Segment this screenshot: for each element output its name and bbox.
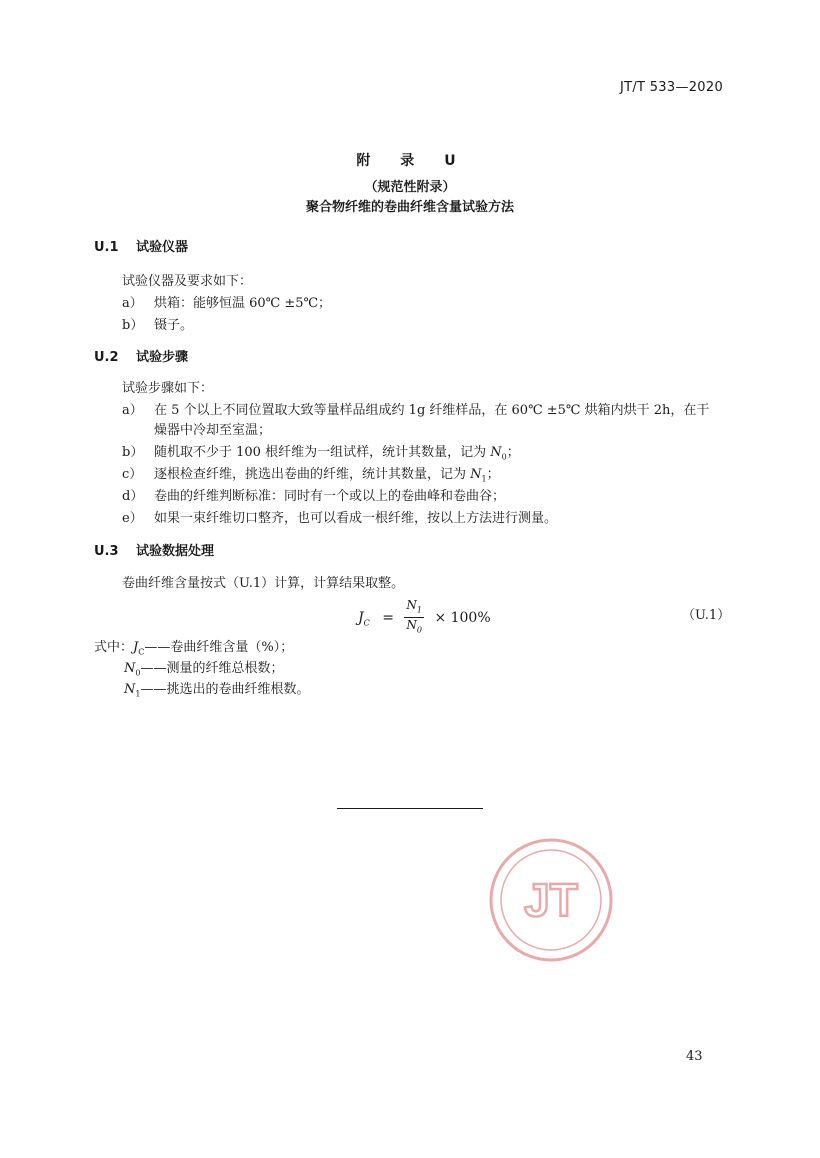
formula-numerator (404, 598, 424, 618)
section-number: U.1 (94, 240, 119, 255)
where-subscript: C (138, 647, 145, 657)
where-lead: 式中： (94, 640, 134, 655)
jt-stamp-logo (489, 838, 613, 962)
variable: N (490, 445, 502, 460)
denominator-variable: N (406, 618, 417, 633)
list-item (122, 507, 557, 526)
list-item (122, 314, 193, 333)
annex-name: 聚合物纤维的卷曲纤维含量试验方法 (305, 200, 514, 215)
list-item (122, 399, 709, 418)
annex-type: （规范性附录） (364, 180, 456, 195)
numerator-subscript: 1 (416, 605, 422, 615)
list-label: d） (122, 489, 144, 504)
list-text: 镊子。 (154, 318, 194, 333)
section-title: 试验仪器 (136, 240, 189, 255)
list-label: a） (122, 296, 143, 311)
numerator-variable: N (406, 598, 417, 612)
list-text: 卷曲的纤维判断标准：同时有一个或以上的卷曲峰和卷曲谷； (154, 489, 506, 504)
list-text: 随机取不少于 100 根纤维为一组试样，统计其数量，记为 (154, 445, 491, 460)
where-text: ——挑选出的卷曲纤维根数。 (140, 682, 310, 697)
section-number: U.3 (94, 544, 119, 559)
variable-subscript: 1 (481, 474, 487, 484)
where-subscript: 0 (135, 668, 141, 678)
where-text: ——测量的纤维总根数； (140, 661, 284, 676)
list-label: c） (122, 467, 143, 482)
list-item (122, 485, 505, 504)
where-variable: N (124, 661, 136, 676)
section-intro: 试验步骤如下： (122, 381, 214, 396)
list-label: b） (122, 445, 144, 460)
section-heading-u2 (94, 346, 188, 365)
list-text: 如果一束纤维切口整齐，也可以看成一根纤维，按以上方法进行测量。 (154, 511, 558, 526)
formula-lhs: J (358, 609, 364, 626)
list-text-tail: ； (486, 467, 500, 482)
denominator-subscript: 0 (416, 625, 422, 635)
standard-code: JT/T 533—2020 (620, 80, 724, 95)
formula-rest: × 100% (434, 609, 491, 626)
list-item-continuation: 燥器中冷却至室温； (154, 423, 272, 438)
formula (358, 598, 491, 634)
section-title: 试验步骤 (136, 350, 189, 365)
page-number: 43 (686, 1049, 703, 1064)
where-variable: N (124, 682, 136, 697)
end-rule (337, 808, 483, 809)
section-number: U.2 (94, 350, 119, 365)
formula-fraction (404, 598, 424, 638)
variable: N (470, 467, 482, 482)
list-label: b） (122, 318, 144, 333)
list-label: a） (122, 403, 143, 418)
formula-equals: = (382, 609, 394, 626)
where-subscript: 1 (135, 689, 141, 699)
stamp-text: JT (524, 874, 578, 926)
section-title: 试验数据处理 (136, 544, 215, 559)
list-item (122, 463, 500, 484)
where-text: ——卷曲纤维含量（%）； (144, 640, 294, 655)
section-intro: 卷曲纤维含量按式（U.1）计算，计算结果取整。 (122, 576, 405, 591)
where-line (124, 657, 283, 678)
variable-subscript: 0 (501, 452, 507, 462)
equation-number: （U.1） (682, 608, 731, 623)
where-line (94, 636, 293, 657)
list-text: 烘箱：能够恒温 60℃ ±5℃； (154, 296, 332, 311)
section-heading-u1 (94, 236, 188, 255)
list-item (122, 441, 520, 462)
formula-lhs-subscript: C (363, 618, 370, 628)
section-heading-u3 (94, 540, 214, 559)
formula-denominator (404, 618, 424, 637)
annex-title: 附 录 U (356, 153, 464, 169)
where-line (124, 678, 309, 699)
list-text: 在 5 个以上不同位置取大致等量样品组成约 1g 纤维样品，在 60℃ ±5℃ 烘箱内烘干 2h，在干 (154, 403, 710, 418)
section-intro: 试验仪器及要求如下： (122, 274, 253, 289)
list-item (122, 292, 331, 311)
list-label: e） (122, 511, 143, 526)
list-text: 逐根检查纤维，挑选出卷曲的纤维，统计其数量，记为 (154, 467, 471, 482)
list-text-tail: ； (506, 445, 520, 460)
where-variable: J (133, 640, 139, 655)
